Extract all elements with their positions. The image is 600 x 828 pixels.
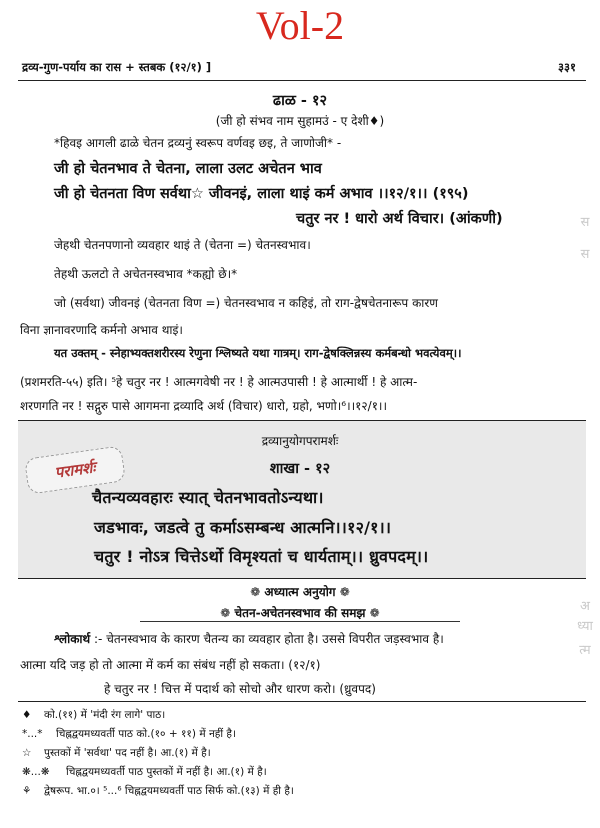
footnote-symbol: ❋...❋ — [22, 766, 50, 778]
footnote-symbol: ♦ — [22, 709, 32, 721]
shlokartha-text-1: :- चेतनस्वभाव के कारण चैतन्य का व्यवहार होता है। उससे विपरीत जड़स्वभाव है। — [94, 632, 444, 646]
footnote-symbol: ☆ — [22, 747, 32, 759]
side-mark: त्म — [579, 643, 591, 658]
header-rule — [18, 80, 586, 81]
page-number: ३३१ — [558, 60, 576, 74]
commentary-line-1: जेहथी चेतनपणानो व्यवहार थाइं ते (चेतना =) चेतनस्वभाव। — [54, 238, 311, 252]
verse-refrain: चतुर नर ! धारो अर्थ विचार। (आंकणी) — [296, 211, 503, 227]
commentary-line-3: जो (सर्वथा) जीवनइं (चेतनता विण =) चेतनस्वभाव न कहिइं, तो राग-द्वेषचेतनारूप कारण — [54, 296, 438, 310]
footnote-text: द्वेषरूप. भा.०। ⁵...⁶ चिह्नद्वयमध्यवर्ती पाठ सिर्फ को.(१३) में ही है। — [44, 785, 294, 797]
dhal-tune: (जी हो संभव नाम सुहामउं - ए देशी♦) — [215, 114, 385, 128]
side-mark: स — [580, 247, 590, 262]
shlokartha-line-3: हे चतुर नर ! चित्त में पदार्थ को सोचो और धारण करो। (ध्रुवपद) — [104, 682, 376, 696]
side-mark: स — [580, 215, 590, 230]
intro-text: *हिवइ आगली ढाळे चेतन द्रव्यनुं स्वरूप वर्णवइ छइ, ते जाणोजी* - — [54, 136, 342, 150]
shlokartha-line-2: आत्मा यदि जड़ हो तो आत्मा में कर्म का संबंध नहीं हो सकता। (१२/१) — [20, 658, 321, 672]
dhal-heading: ढाळ - १२ — [272, 93, 328, 109]
sanskrit-verse-3: चतुर ! नोऽत्र चित्तेऽर्थो विमृश्यतां च धार्यताम्।। ध्रुवपदम्।। — [94, 547, 429, 566]
footnote-rule — [18, 701, 586, 702]
running-header — [16, 60, 576, 78]
sanskrit-verse-2: जडभावः, जडत्वे तु कर्माऽसम्बन्ध आत्मनि।।१२/१।। — [94, 518, 392, 537]
commentary-line-7: शरणगति नर ! सद्गुरु पासे आगमना द्रव्यादि अर्थ (विचार) धारो, ग्रहो, भणो।⁶।।१२/१।। — [20, 399, 388, 413]
footnote-text: को.(११) में 'मंदी रंग लागे' पाठ। — [44, 709, 166, 721]
shlokartha-line-1 — [54, 630, 444, 647]
footnote-5 — [22, 784, 294, 798]
volume-label: Vol-2 — [255, 3, 345, 48]
adhyatma-subheading: ❁ चेतन-अचेतनस्वभाव की समझ ❁ — [220, 606, 380, 620]
footnote-3 — [22, 746, 211, 760]
verse-line-2: जी हो चेतनता विण सर्वथा☆ जीवनइं, लाला थाइं कर्म अभाव ।।१२/१।। (१९५) — [54, 186, 469, 202]
running-header-title: द्रव्य-गुण-पर्याय का रास + स्तबक (१२/१) ] — [22, 60, 212, 74]
commentary-line-6: (प्रशमरति-५५) इति। ⁵हे चतुर नर ! आत्मगवेषी नर ! हे आत्मउपासी ! हे आत्मार्थी ! हे आत्म- — [20, 375, 418, 389]
band-bottom-rule — [18, 578, 586, 579]
footnote-symbol: *...* — [22, 728, 43, 740]
paramarsha-source: द्रव्यानुयोगपरामर्शः — [261, 434, 339, 448]
footnote-symbol: ⚘ — [22, 785, 32, 797]
verse-line-1: जी हो चेतनभाव ते चेतना, लाला उलट अचेतन भाव — [54, 161, 322, 177]
footnote-2 — [22, 727, 236, 741]
footnote-text: चिह्नद्वयमध्यवर्ती पाठ पुस्तकों में नहीं है। आ.(१) में है। — [66, 766, 267, 778]
footnote-1 — [22, 708, 165, 722]
commentary-line-2: तेहथी ऊलटो ते अचेतनस्वभाव *कह्यो छे।* — [54, 267, 238, 281]
band-top-rule — [18, 420, 586, 421]
footnote-4 — [22, 765, 267, 779]
subheading-rule — [140, 621, 460, 622]
side-mark: अ — [580, 599, 590, 614]
commentary-quote: यत उक्तम् - स्नेहाभ्यक्तशरीरस्य रेणुना श्लिष्यते यथा गात्रम्। राग-द्वेषक्लिन्नस्य कर्मबन्धो भवत्येवम्।। — [54, 346, 462, 360]
footnote-text: पुस्तकों में 'सर्वथा' पद नहीं है। आ.(१) में है। — [44, 747, 211, 759]
paramarsha-badge: परामर्शः — [24, 445, 126, 494]
side-mark: ध्या — [577, 619, 593, 634]
commentary-line-4: विना ज्ञानावरणादि कर्मनो अभाव थाइं। — [20, 323, 183, 337]
shlokartha-label: श्लोकार्थ — [54, 632, 91, 646]
adhyatma-heading: ❁ अध्यात्म अनुयोग ❁ — [250, 585, 350, 599]
sanskrit-verse-1: चैतन्यव्यवहारः स्यात् चेतनभावतोऽन्यथा। — [92, 488, 324, 507]
shakha-heading: शाखा - १२ — [269, 461, 331, 477]
footnote-text: चिह्नद्वयमध्यवर्ती पाठ को.(१० + ११) में नहीं है। — [56, 728, 236, 740]
